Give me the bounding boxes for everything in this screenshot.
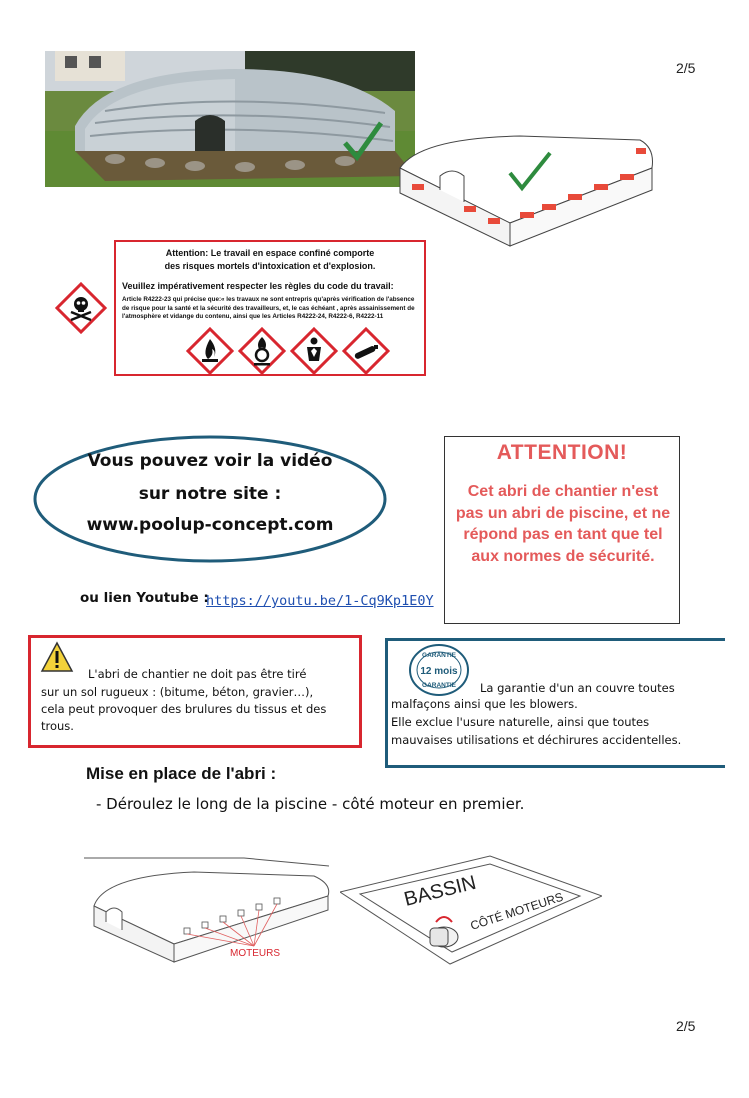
health-hazard-icon xyxy=(292,329,336,373)
flame-over-circle-icon xyxy=(240,329,284,373)
guarantee-line-2: malfaçons ainsi que les blowers. xyxy=(391,697,578,711)
warning-exclamation-icon xyxy=(40,641,74,673)
danger-article-line-2: de risque pour la santé et la sécurité des travailleurs, et, le cas échéant , après assainissement de xyxy=(122,304,415,312)
bassin-label: BASSIN xyxy=(401,871,479,911)
guarantee-badge-bottom: GARANTIE xyxy=(422,682,456,689)
warning-line-2: sur un sol rugueux : (bitume, béton, gravier…), xyxy=(41,685,314,699)
page-number-top: 2/5 xyxy=(676,60,696,76)
video-line-2: sur notre site : xyxy=(138,484,282,504)
attention-title: ATTENTION! xyxy=(496,441,628,464)
gas-cylinder-icon xyxy=(344,329,388,373)
shelter-sketch-with-weights xyxy=(380,118,670,258)
inflatable-shelter-photo xyxy=(45,51,415,187)
guarantee-badge-top: GARANTIE xyxy=(422,652,456,659)
video-website: www.poolup-concept.com xyxy=(86,515,334,535)
shelter-motors-diagram xyxy=(84,836,344,966)
page-number-bottom: 2/5 xyxy=(676,1018,696,1034)
danger-article-line-1: Article R4222-23 qui précise que:« les travaux ne sont entrepris qu'après vérification de l'absence xyxy=(122,296,415,303)
youtube-label: ou lien Youtube : xyxy=(80,590,209,606)
attention-body: Cet abri de chantier n'est pas un abri de piscine, et ne répond pas en tant que tel aux normes de sécurité. xyxy=(455,483,671,565)
guarantee-badge-main: 12 mois xyxy=(420,666,458,677)
cote-moteurs-label: CÔTÉ MOTEURS xyxy=(468,889,565,933)
pool-motor-side-diagram xyxy=(340,852,602,966)
guarantee-line-3: Elle exclue l'usure naturelle, ainsi que toutes xyxy=(391,715,650,729)
warning-line-3: cela peut provoquer des brulures du tissus et des xyxy=(41,702,327,716)
warning-line-1: L'abri de chantier ne doit pas être tiré xyxy=(88,667,307,681)
danger-rules-heading: Veuillez impérativement respecter les règles du code du travail: xyxy=(122,281,394,291)
attention-notice xyxy=(444,436,680,624)
danger-line-2: des risques mortels d'intoxication et d'explosion. xyxy=(164,261,376,271)
guarantee-badge xyxy=(408,643,470,697)
guarantee-line-1: La garantie d'un an couvre toutes xyxy=(480,681,675,695)
setup-title: Mise en place de l'abri : xyxy=(86,764,277,783)
danger-article-line-3: l'atmosphère et vidange du contenu, ainsi que les Articles R4222-24, R4222-6, R4222-11 xyxy=(122,313,384,320)
danger-line-1: Attention: Le travail en espace confiné comporte xyxy=(165,248,375,258)
moteurs-label: MOTEURS xyxy=(230,948,280,959)
skull-crossbones-icon xyxy=(55,282,107,334)
warning-line-4: trous. xyxy=(41,719,74,733)
video-line-1: Vous pouvez voir la vidéo xyxy=(87,451,333,471)
flame-icon xyxy=(188,329,232,373)
setup-step-1: - Déroulez le long de la piscine - côté moteur en premier. xyxy=(96,795,525,813)
youtube-link[interactable]: https://youtu.be/1-Cq9Kp1E0Y xyxy=(206,593,434,609)
hazard-pictogram-row xyxy=(186,327,391,375)
guarantee-line-4: mauvaises utilisations et déchirures accidentelles. xyxy=(391,733,682,747)
